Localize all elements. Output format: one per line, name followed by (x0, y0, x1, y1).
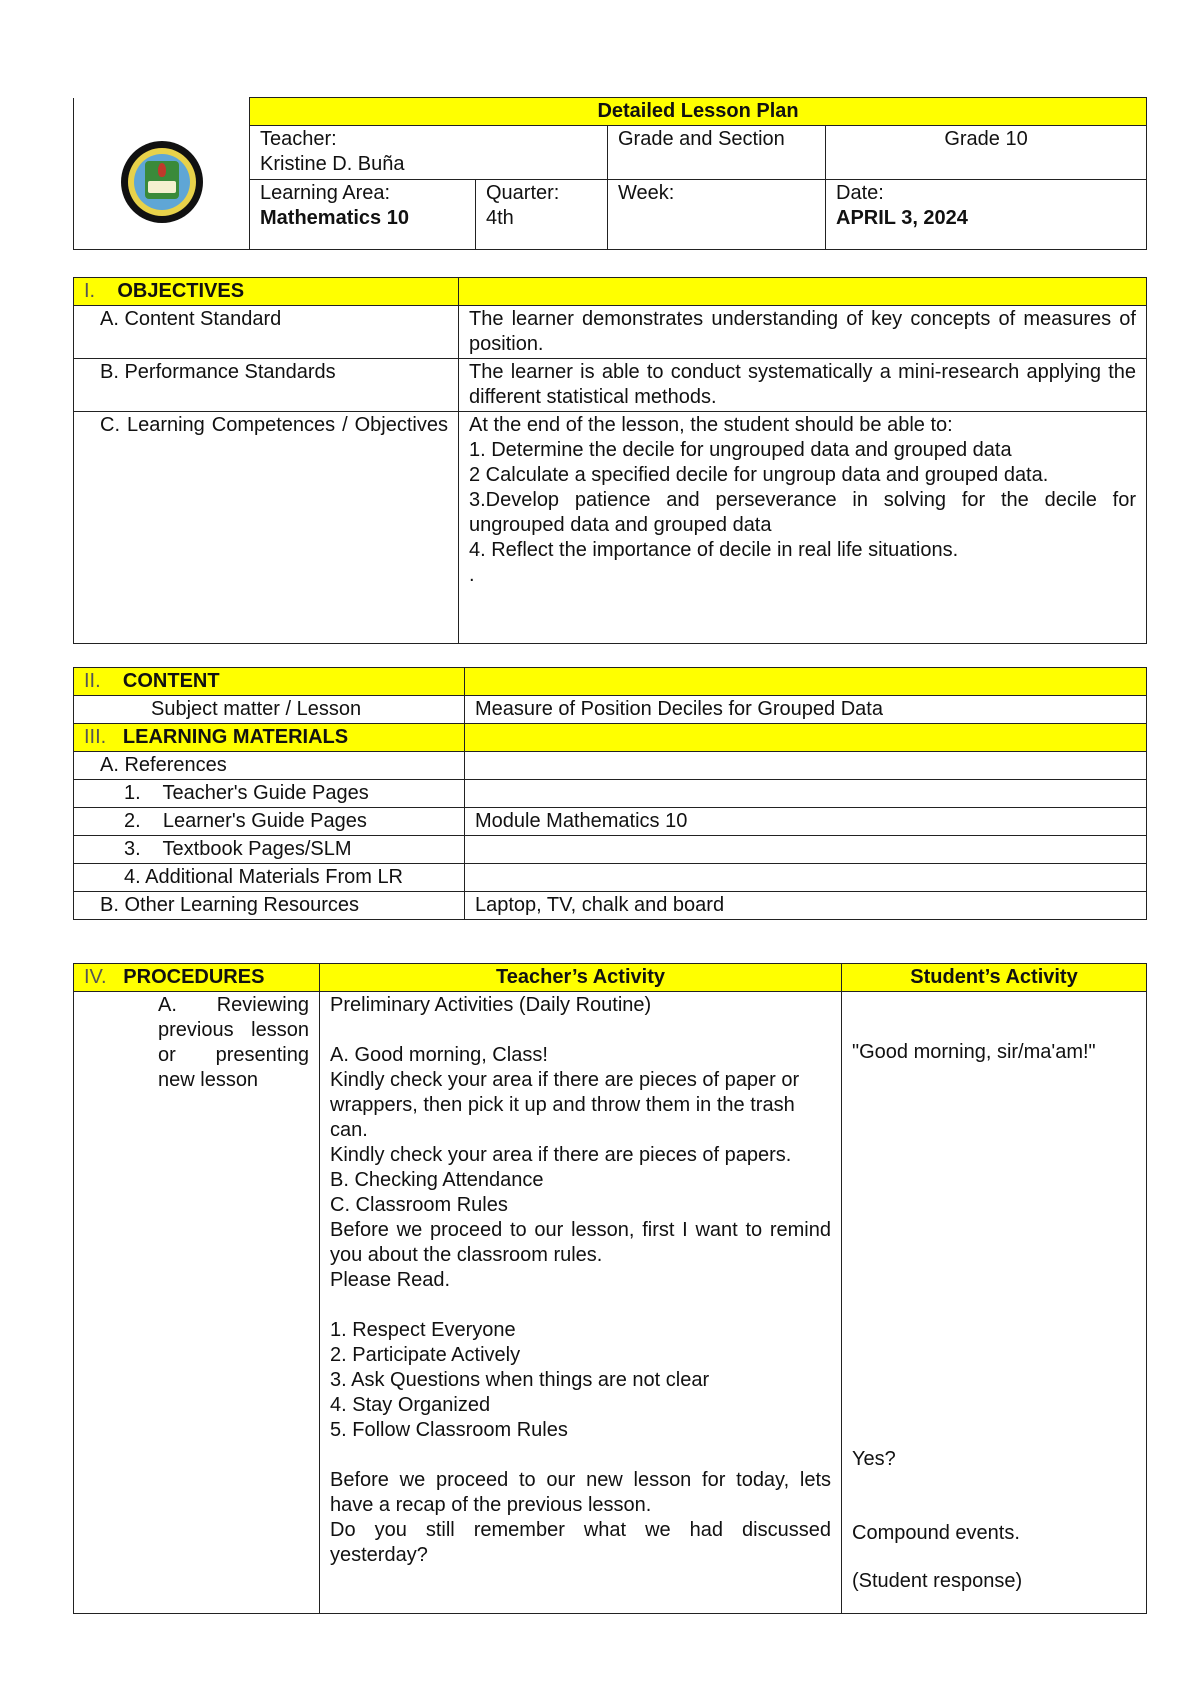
blank-line (330, 1443, 831, 1468)
procedures-table (73, 963, 1147, 1614)
procedures-title: PROCEDURES (123, 966, 265, 988)
learning-area-label: Learning Area: (260, 182, 391, 204)
date-value: APRIL 3, 2024 (836, 207, 968, 229)
competence-line: 4. Reflect the importance of decile in real life situations. (469, 539, 959, 561)
competences-label: C. Learning Competences / Objectives (74, 412, 459, 644)
competences-cell (459, 412, 1147, 644)
content-materials-table (73, 667, 1147, 920)
quarter-value: 4th (486, 207, 514, 229)
date-label: Date: (836, 182, 884, 204)
teacher-line: 5. Follow Classroom Rules (330, 1419, 568, 1441)
additional-materials-label: 4. Additional Materials From LR (74, 864, 465, 892)
procedures-num: IV. (84, 966, 107, 988)
subject-matter-label: Subject matter / Lesson (74, 696, 465, 724)
student-response: (Student response) (852, 1570, 1023, 1592)
teachers-guide-label: 1. Teacher's Guide Pages (74, 780, 465, 808)
materials-title: LEARNING MATERIALS (122, 726, 349, 748)
subject-matter-value: Measure of Position Deciles for Grouped Data (465, 696, 1147, 724)
competence-line: At the end of the lesson, the student should be able to: (469, 414, 953, 436)
additional-materials-value (465, 864, 1147, 892)
learners-guide-label: 2. Learner's Guide Pages (74, 808, 465, 836)
objectives-heading (74, 278, 459, 306)
content-standard-label: A. Content Standard (74, 306, 459, 359)
content-title: CONTENT (122, 670, 220, 692)
materials-heading (74, 724, 465, 752)
student-activity-cell (842, 992, 1147, 1614)
teacher-label: Teacher: (260, 128, 337, 150)
other-resources-label: B. Other Learning Resources (74, 892, 465, 920)
teacher-line: Before we proceed to our lesson, first I want to remind you about the classroom rules. (330, 1219, 831, 1266)
content-heading (74, 668, 465, 696)
competence-line: 2 Calculate a specified decile for ungroup data and grouped data. (469, 464, 1049, 486)
teacher-cell (250, 126, 608, 180)
teacher-line: 2. Participate Actively (330, 1344, 521, 1366)
week-label: Week: (608, 180, 826, 250)
quarter-label: Quarter: (486, 182, 560, 204)
student-yes: Yes? (852, 1448, 896, 1470)
teacher-line: Please Read. (330, 1269, 451, 1291)
teacher-line: Do you still remember what we had discussed yesterday? (330, 1519, 831, 1566)
learners-guide-value: Module Mathematics 10 (465, 808, 1147, 836)
content-standard-text: The learner demonstrates understanding of key concepts of measures of position. (459, 306, 1147, 359)
step-label: A. Reviewing previous lesson or presenting new lesson (158, 994, 309, 1091)
teacher-name: Kristine D. Buña (260, 153, 405, 175)
teacher-activity-header: Teacher’s Activity (320, 964, 842, 992)
learning-area-value: Mathematics 10 (260, 207, 409, 229)
teacher-line: Preliminary Activities (Daily Routine) (330, 994, 652, 1016)
student-activity-header: Student’s Activity (842, 964, 1147, 992)
teacher-activity-cell (320, 992, 842, 1614)
quarter-cell (476, 180, 608, 250)
textbook-value (465, 836, 1147, 864)
learning-area-cell (250, 180, 476, 250)
teacher-line: A. Good morning, Class! (330, 1044, 548, 1066)
teachers-guide-value (465, 780, 1147, 808)
competence-line: . (469, 564, 475, 586)
student-compound: Compound events. (852, 1522, 1020, 1544)
textbook-label: 3. Textbook Pages/SLM (74, 836, 465, 864)
teacher-line: C. Classroom Rules (330, 1194, 508, 1216)
teacher-line: 3. Ask Questions when things are not clear (330, 1369, 710, 1391)
teacher-line: Kindly check your area if there are pieces of papers. (330, 1144, 792, 1166)
teacher-line: Before we proceed to our new lesson for today, lets have a recap of the previous lesson. (330, 1469, 831, 1516)
lesson-plan-header (73, 97, 1147, 250)
step-cell (74, 992, 320, 1614)
materials-heading-blank (465, 724, 1147, 752)
references-value (465, 752, 1147, 780)
teacher-line: 1. Respect Everyone (330, 1319, 516, 1341)
logo-cell (74, 98, 250, 250)
date-cell (826, 180, 1147, 250)
document-title: Detailed Lesson Plan (250, 98, 1147, 126)
student-greeting: "Good morning, sir/ma'am!" (852, 1041, 1096, 1063)
objectives-title: OBJECTIVES (117, 280, 245, 302)
materials-num: III. (84, 726, 107, 748)
references-label: A. References (74, 752, 465, 780)
blank-line (330, 1293, 831, 1318)
competence-line: 1. Determine the decile for ungrouped data and grouped data (469, 439, 1012, 461)
performance-standards-label: B. Performance Standards (74, 359, 459, 412)
objectives-heading-blank (459, 278, 1147, 306)
blank-line (330, 1018, 831, 1043)
objectives-num: I. (84, 280, 96, 302)
school-seal-icon (121, 141, 203, 223)
performance-standards-text: The learner is able to conduct systematically a mini-research applying the different statistical methods. (459, 359, 1147, 412)
objectives-table (73, 277, 1147, 644)
procedures-heading (74, 964, 320, 992)
teacher-line: B. Checking Attendance (330, 1169, 544, 1191)
content-num: II. (84, 670, 101, 692)
competence-line: 3.Develop patience and perseverance in solving for the decile for ungrouped data and grouped data (469, 489, 1136, 536)
teacher-line: 4. Stay Organized (330, 1394, 491, 1416)
grade-value: Grade 10 (826, 126, 1147, 180)
content-heading-blank (465, 668, 1147, 696)
grade-section-label: Grade and Section (608, 126, 826, 180)
other-resources-value: Laptop, TV, chalk and board (465, 892, 1147, 920)
teacher-line: Kindly check your area if there are pieces of paper or wrappers, then pick it up and throw them in the trash can. (330, 1069, 800, 1141)
